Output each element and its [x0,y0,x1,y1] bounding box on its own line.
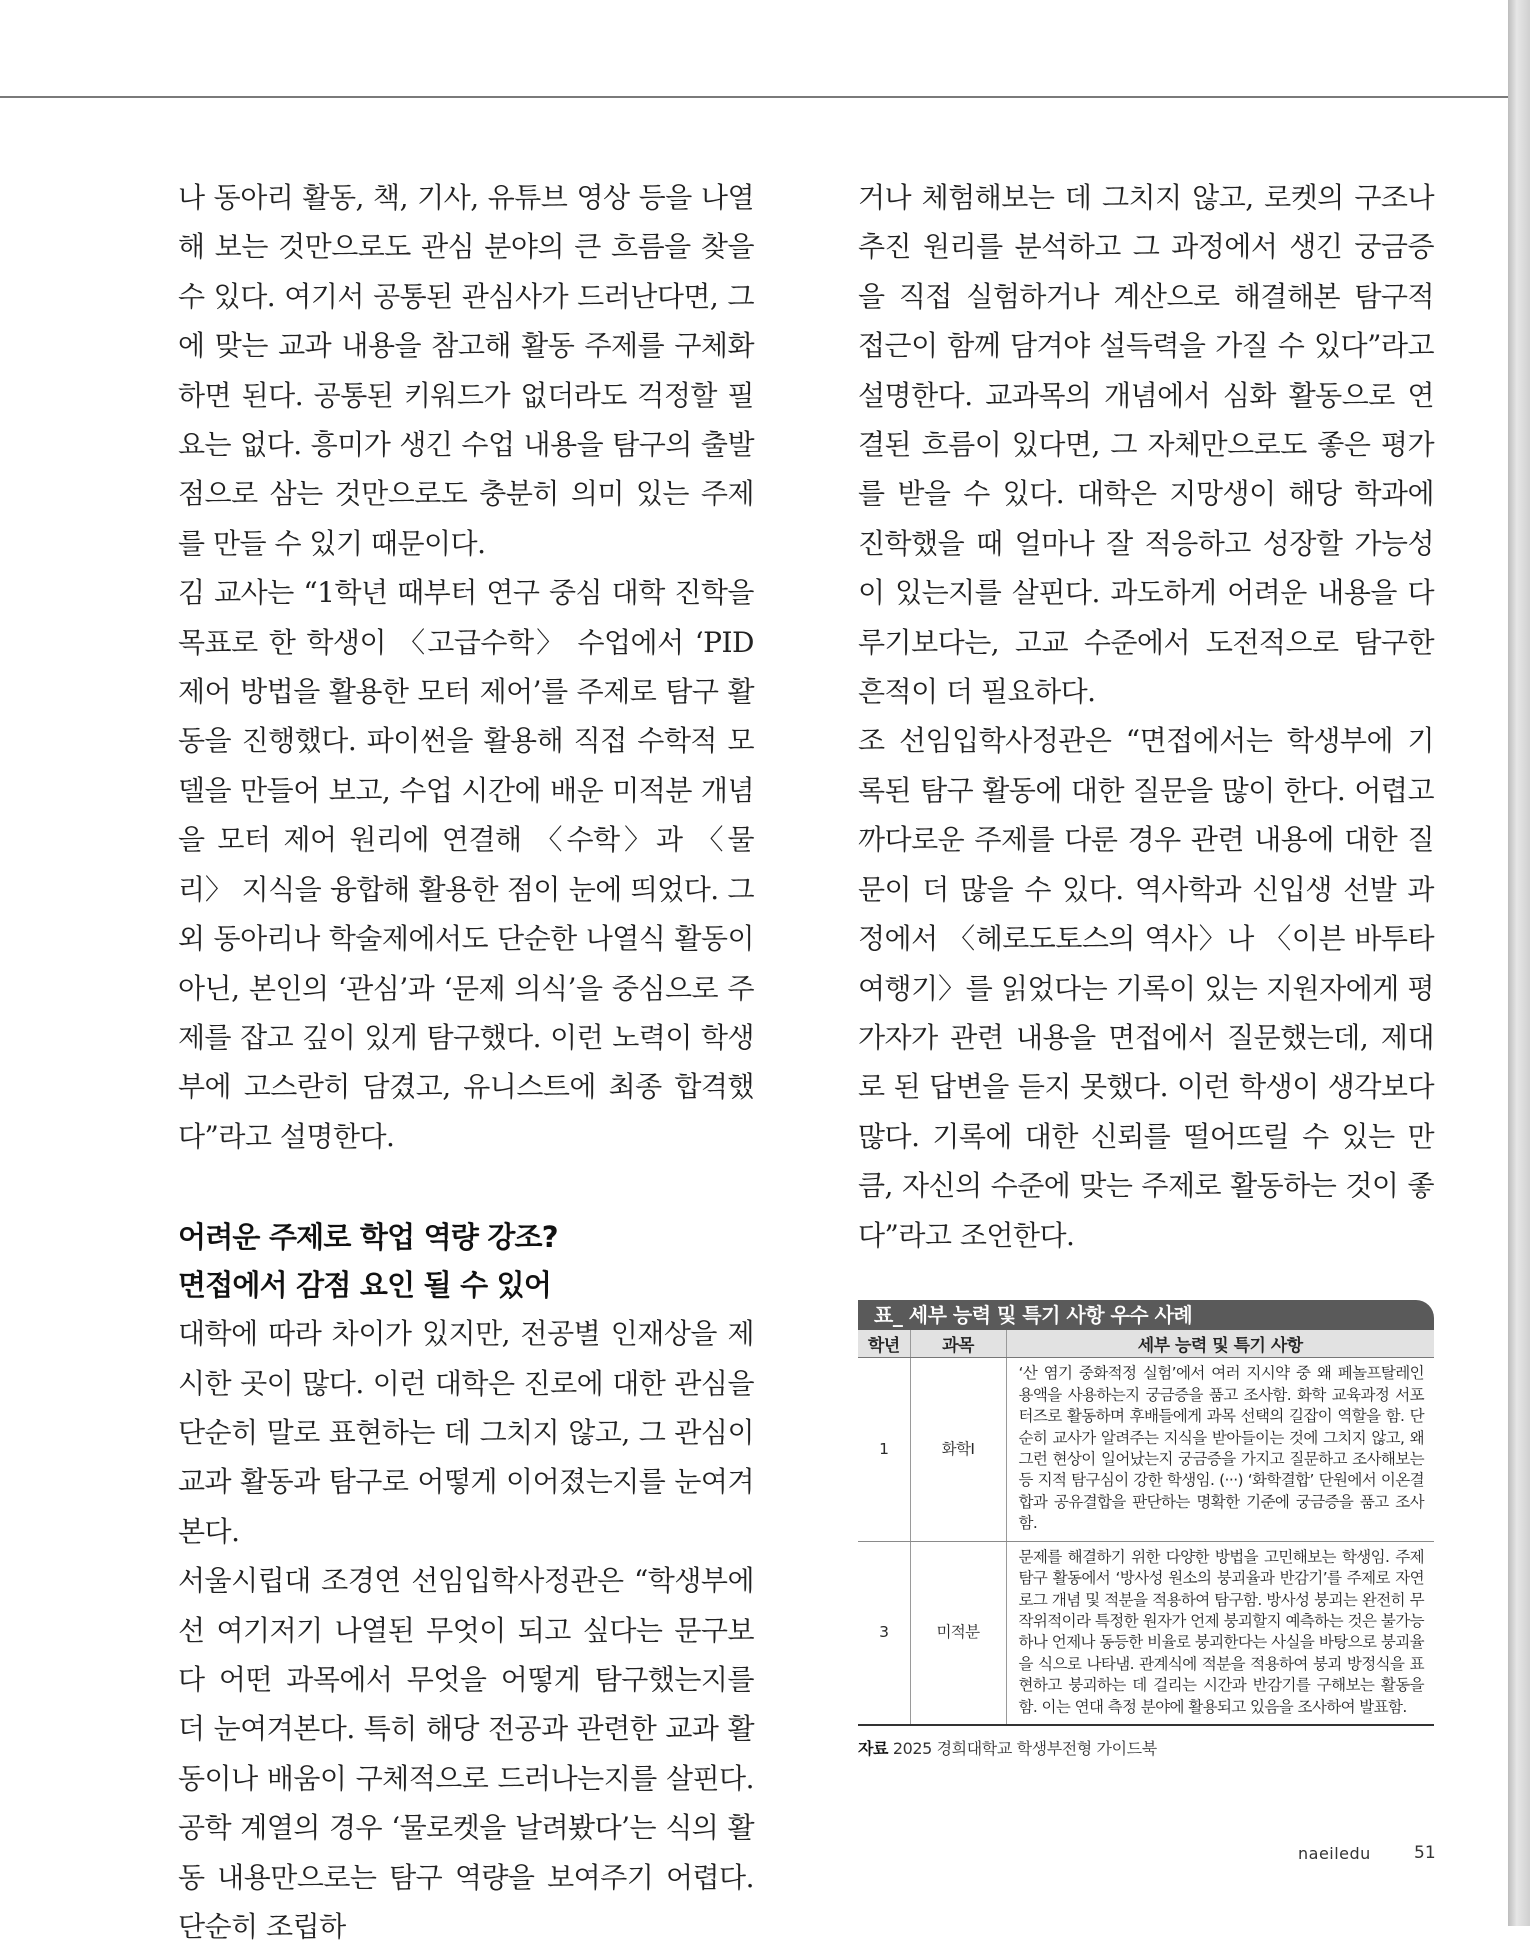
table-title: 표_ 세부 능력 및 특기 사항 우수 사례 [858,1300,1434,1330]
page-number: 51 [1414,1843,1436,1863]
header-detail: 세부 능력 및 특기 사항 [1006,1330,1434,1358]
top-divider [0,96,1508,98]
body-paragraph: 거나 체험해보는 데 그치지 않고, 로켓의 구조나 추진 원리를 분석하고 그 과정에서 생긴 궁금증을 직접 실험하거나 계산으로 해결해본 탐구적 접근이 함께 담겨야 설득력을 가질 수 있다”라고 설명한다. 교과목의 개념에서 심화 활동으로 연결된 흐름이 있다면, 그 자체만으로도 좋은 평가를 받을 수 있다. 대학은 지망생이 해당 학과에 진학했을 때 얼마나 잘 적응하고 성장할 가능성이 있는지를 살핀다. 과도하게 어려운 내용을 다루기보다는, 고교 수준에서 도전적으로 탐구한 흔적이 더 필요하다. [858,181,1434,709]
header-subject: 과목 [910,1330,1006,1358]
table-header-row [858,1330,1434,1358]
body-paragraph: 서울시립대 조경연 선임입학사정관은 “학생부에선 여기저기 나열된 무엇이 되고 싶다는 문구보다 어떤 과목에서 무엇을 어떻게 탐구했는지를 더 눈여겨본다. 특히 해당 전공과 관련한 교과 활동이나 배움이 구체적으로 드러나는지를 살핀다. 공학 계열의 경우 ‘물로켓을 날려봤다’는 식의 활동 내용만으로는 탐구 역량을 보여주기 어렵다. 단순히 조립하 [178,1564,754,1943]
section-heading-line2: 면접에서 감점 요인 될 수 있어 [178,1268,552,1303]
body-paragraph: 나 동아리 활동, 책, 기사, 유튜브 영상 등을 나열해 보는 것만으로도 관심 분야의 큰 흐름을 찾을 수 있다. 여기서 공통된 관심사가 드러난다면, 그에 맞는 교과 내용을 참고해 활동 주제를 구체화하면 된다. 공통된 키워드가 없더라도 걱정할 필요는 없다. 흥미가 생긴 수업 내용을 탐구의 출발점으로 삼는 것만으로도 충분히 의미 있는 주제를 만들 수 있기 때문이다. [178,181,754,560]
body-paragraph: 조 선임입학사정관은 “면접에서는 학생부에 기록된 탐구 활동에 대한 질문을 많이 한다. 어렵고 까다로운 주제를 다룬 경우 관련 내용에 대한 질문이 더 많을 수 있다. 역사학과 신입생 선발 과정에서 〈헤로도토스의 역사〉나 〈이븐 바투타 여행기〉를 읽었다는 기록이 있는 지원자에게 평가자가 관련 내용을 면접에서 질문했는데, 제대로 된 답변을 듣지 못했다. 이런 학생이 생각보다 많다. 기록에 대한 신뢰를 떨어뜨릴 수 있는 만큼, 자신의 수준에 맞는 주제로 활동하는 것이 좋다”라고 조언한다. [858,724,1434,1252]
section-heading [178,1213,754,1309]
cell-grade: 3 [858,1541,910,1725]
page-edge-shadow [1508,0,1530,1926]
cell-detail: 문제를 해결하기 위한 다양한 방법을 고민해보는 학생임. 주제 탐구 활동에서 ‘방사성 원소의 붕괴율과 반감기’를 주제로 자연로그 개념 및 적분을 적용하여 탐구함. 방사성 붕괴는 완전히 무작위적이라 특정한 원자가 언제 붕괴할지 예측하는 것은 불가능하나 언제나 동등한 비율로 붕괴한다는 사실을 바탕으로 붕괴율을 식으로 나타냄. 관계식에 적분을 적용하여 붕괴 방정식을 표현하고 붕괴하는 데 걸리는 시간과 반감기를 구해보는 활동을 함. 이는 연대 측정 분야에 활용되고 있음을 조사하여 발표함. [1006,1541,1434,1725]
body-paragraph: 대학에 따라 차이가 있지만, 전공별 인재상을 제시한 곳이 많다. 이런 대학은 진로에 대한 관심을 단순히 말로 표현하는 데 그치지 않고, 그 관심이 교과 활동과 탐구로 어떻게 이어졌는지를 눈여겨본다. [178,1317,754,1548]
example-table-box [858,1300,1434,1759]
cell-grade: 1 [858,1358,910,1541]
left-column [178,173,754,1951]
footer-brand: naeiledu [1298,1844,1371,1863]
source-label: 자료 [858,1738,889,1758]
source-text: 2025 경희대학교 학생부전형 가이드북 [892,1738,1157,1758]
table-source [858,1736,1434,1759]
body-paragraph: 김 교사는 “1학년 때부터 연구 중심 대학 진학을 목표로 한 학생이 〈고급수학〉 수업에서 ‘PID 제어 방법을 활용한 모터 제어’를 주제로 탐구 활동을 진행했다. 파이썬을 활용해 직접 수학적 모델을 만들어 보고, 수업 시간에 배운 미적분 개념을 모터 제어 원리에 연결해 〈수학〉과 〈물리〉 지식을 융합해 활용한 점이 눈에 띄었다. 그 외 동아리나 학술제에서도 단순한 나열식 활동이 아닌, 본인의 ‘관심’과 ‘문제 의식’을 중심으로 주제를 잡고 깊이 있게 탐구했다. 이런 노력이 학생부에 고스란히 담겼고, 유니스트에 최종 합격했다”라고 설명한다. [178,576,754,1153]
right-column [858,173,1434,1759]
header-grade: 학년 [858,1330,910,1358]
cell-subject: 화학Ⅰ [910,1358,1006,1541]
example-table [858,1330,1434,1726]
table-row [858,1358,1434,1541]
cell-detail: ‘산 염기 중화적정 실험’에서 여러 지시약 중 왜 페놀프탈레인 용액을 사용하는지 궁금증을 품고 조사함. 화학 교육과정 서포터즈로 활동하며 후배들에게 과목 선택의 길잡이 역할을 함. 단순히 교사가 알려주는 지식을 받아들이는 것에 그치지 않고, 왜 그런 현상이 일어났는지 궁금증을 가지고 질문하고 조사해보는 등 지적 탐구심이 강한 학생임. (···) ‘화학결합’ 단원에서 이온결합과 공유결합을 판단하는 명확한 기준에 궁금증을 품고 조사함. [1006,1358,1434,1541]
cell-subject: 미적분 [910,1541,1006,1725]
table-row [858,1541,1434,1725]
section-heading-line1: 어려운 주제로 학업 역량 강조? [178,1220,558,1255]
